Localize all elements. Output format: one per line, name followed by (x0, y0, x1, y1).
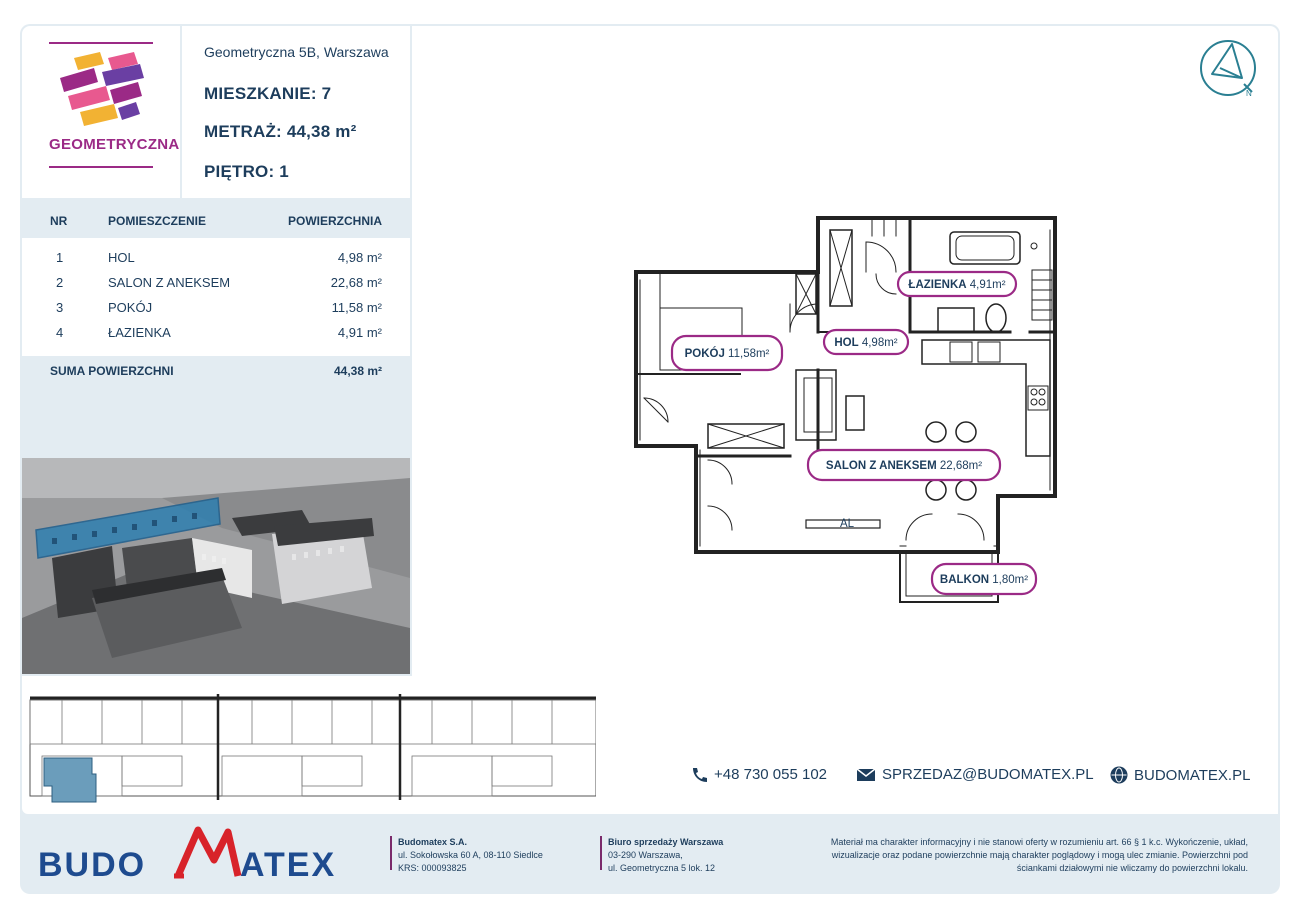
contact-email[interactable]: SPRZEDAZ@BUDOMATEX.PL (856, 766, 1094, 783)
header-area: POWIERZCHNIA (288, 214, 382, 228)
radiator-label: AL (840, 518, 855, 530)
table-row: 2 SALON Z ANEKSEM 22,68 m² (56, 275, 382, 290)
logo-bottom-line (49, 166, 153, 168)
label-balcony (932, 564, 1036, 594)
company-info: Budomatex S.A. ul. Sokołowska 60 A, 08-110 Siedlce KRS: 000093825 (398, 837, 543, 873)
mail-icon (856, 768, 876, 782)
table-sum-row: SUMA POWIERZCHNI 44,38 m² (22, 356, 410, 386)
label-living-room (808, 450, 1000, 480)
label-bathroom (898, 272, 1016, 296)
apartment-info (182, 26, 410, 198)
contact-web[interactable]: BUDOMATEX.PL (1110, 766, 1250, 784)
apartment-area: METRAŻ: 44,38 m² (204, 122, 357, 141)
label-hall (824, 330, 908, 354)
table-row: 4 ŁAZIENKA 4,91 m² (56, 325, 382, 340)
building-visualization (22, 458, 410, 674)
svg-text:N: N (1246, 89, 1252, 98)
budomatex-logo (38, 824, 378, 882)
logo-top-line (49, 42, 153, 44)
footer (20, 814, 1280, 894)
header-nr: NR (50, 214, 68, 228)
contact-phone[interactable]: +48 730 055 102 (690, 766, 827, 783)
apartment-floor: PIĘTRO: 1 (204, 162, 289, 181)
phone-icon (690, 767, 708, 783)
label-room (672, 336, 782, 370)
rooms-table (22, 200, 410, 386)
table-header (22, 200, 410, 238)
svg-text:POKÓJ 11,58m²: POKÓJ 11,58m² (684, 348, 770, 360)
svg-text:ATEX: ATEX (240, 846, 337, 882)
svg-text:BALKON 1,80m²: BALKON 1,80m² (939, 574, 1029, 586)
logo-text: GEOMETRYCZNA (49, 136, 180, 153)
table-row: 1 HOL 4,98 m² (56, 250, 382, 265)
footer-separator (600, 836, 602, 870)
address: Geometryczna 5B, Warszawa (204, 44, 389, 60)
sales-office-info: Biuro sprzedaży Warszawa 03-290 Warszawa, ul. Geometryczna 5 lok. 12 (608, 837, 724, 873)
apartment-number: MIESZKANIE: 7 (204, 84, 332, 103)
table-row: 3 POKÓJ 11,58 m² (56, 300, 382, 315)
globe-icon (1110, 766, 1128, 784)
svg-text:SALON Z ANEKSEM 22,68m²: SALON Z ANEKSEM 22,68m² (825, 460, 983, 472)
compass-icon (1198, 38, 1260, 100)
geometryczna-logo-mark-icon (54, 50, 150, 132)
svg-text:HOL 4,98m²: HOL 4,98m² (834, 337, 898, 349)
geometryczna-logo (22, 26, 180, 198)
svg-text:BUDO: BUDO (38, 846, 147, 882)
apartment-floorplan (600, 210, 1080, 620)
building-floor-overview (22, 676, 596, 814)
header-room: POMIESZCZENIE (108, 214, 207, 228)
disclaimer: Materiał ma charakter informacyjny i nie stanowi oferty w rozumieniu art. 66 § 1 k.c. Wykończenie, układ, wizualizacje oraz podane powierzchnie mają charakter poglądowy i mogą ulec zmianie. Powierzchni pod ściankami działowymi nie wliczamy do powierzchni lokalu. (830, 837, 1248, 873)
svg-text:ŁAZIENKA 4,91m²: ŁAZIENKA 4,91m² (908, 279, 1006, 291)
footer-separator (390, 836, 392, 870)
